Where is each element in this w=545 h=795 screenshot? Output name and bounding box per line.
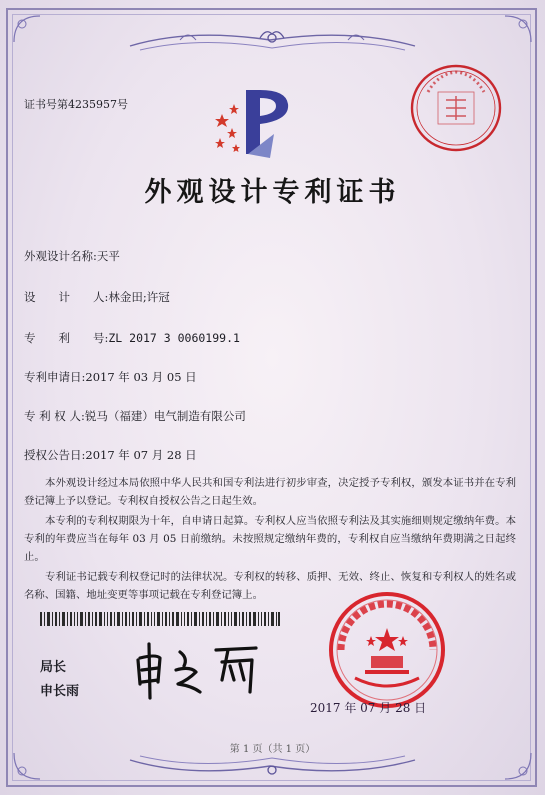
field-designer bbox=[24, 289, 170, 305]
agency-seal bbox=[408, 62, 504, 154]
patentee-label: 专 利 权 人: bbox=[24, 409, 85, 423]
barcode bbox=[40, 612, 280, 626]
body-paragraph-3: 专利证书记载专利权登记时的法律状况。专利权的转移、质押、无效、终止、恢复和专利权人的姓名或名称、国籍、地址变更等事项记载在专利登记簿上。 bbox=[24, 571, 516, 601]
top-ornament bbox=[120, 26, 425, 60]
corner-ornament-top-right bbox=[495, 12, 535, 52]
body-paragraph-2: 本专利的专利权期限为十年，自申请日起算。专利权人应当依照专利法及其实施细则规定缴纳年费。本专利的年费应当在每年 03 月 05 日前缴纳。未按照规定缴纳年费的，专利权自应当缴纳年费期满之日起终止。 bbox=[24, 515, 516, 563]
patentee-value: 锐马（福建）电气制造有限公司 bbox=[84, 409, 246, 423]
handwritten-signature bbox=[130, 640, 270, 700]
grant-date-value: 2017 年 07 月 28 日 bbox=[85, 448, 197, 462]
page-number: 第 1 页（共 1 页） bbox=[229, 744, 316, 755]
field-patent-number bbox=[24, 330, 240, 346]
patent-number-label: 专 利 号: bbox=[24, 331, 109, 345]
patent-number-value: ZL 2017 3 0060199.1 bbox=[108, 331, 240, 345]
field-patentee bbox=[24, 408, 246, 424]
seal-date: 2017 年 07 月 28 日 bbox=[310, 701, 427, 715]
certificate-body bbox=[24, 474, 516, 606]
corner-ornament-top-left bbox=[10, 12, 50, 52]
cnipa-logo bbox=[208, 84, 298, 166]
certificate-number: 证书号第4235957号 bbox=[24, 98, 128, 111]
official-seal bbox=[315, 590, 465, 710]
designer-label: 设 计 人: bbox=[24, 290, 109, 304]
field-grant-date bbox=[24, 447, 197, 463]
design-name-label: 外观设计名称: bbox=[24, 249, 97, 263]
signatory-name: 申长雨 bbox=[40, 684, 80, 699]
certificate-title: 外观设计专利证书 bbox=[144, 177, 401, 208]
field-design-name bbox=[24, 248, 120, 264]
filing-date-label: 专利申请日: bbox=[24, 370, 86, 384]
design-name-value: 天平 bbox=[96, 249, 120, 263]
grant-date-label: 授权公告日: bbox=[24, 448, 86, 462]
signatory-role: 局长 bbox=[40, 660, 67, 675]
field-filing-date bbox=[24, 369, 197, 385]
designer-value: 林金田;许冠 bbox=[108, 290, 170, 304]
filing-date-value: 2017 年 03 月 05 日 bbox=[85, 370, 197, 384]
body-paragraph-1: 本外观设计经过本局依照中华人民共和国专利法进行初步审查，决定授予专利权，颁发本证书并在专利登记簿上予以登记。专利权自授权公告之日起生效。 bbox=[24, 477, 516, 507]
